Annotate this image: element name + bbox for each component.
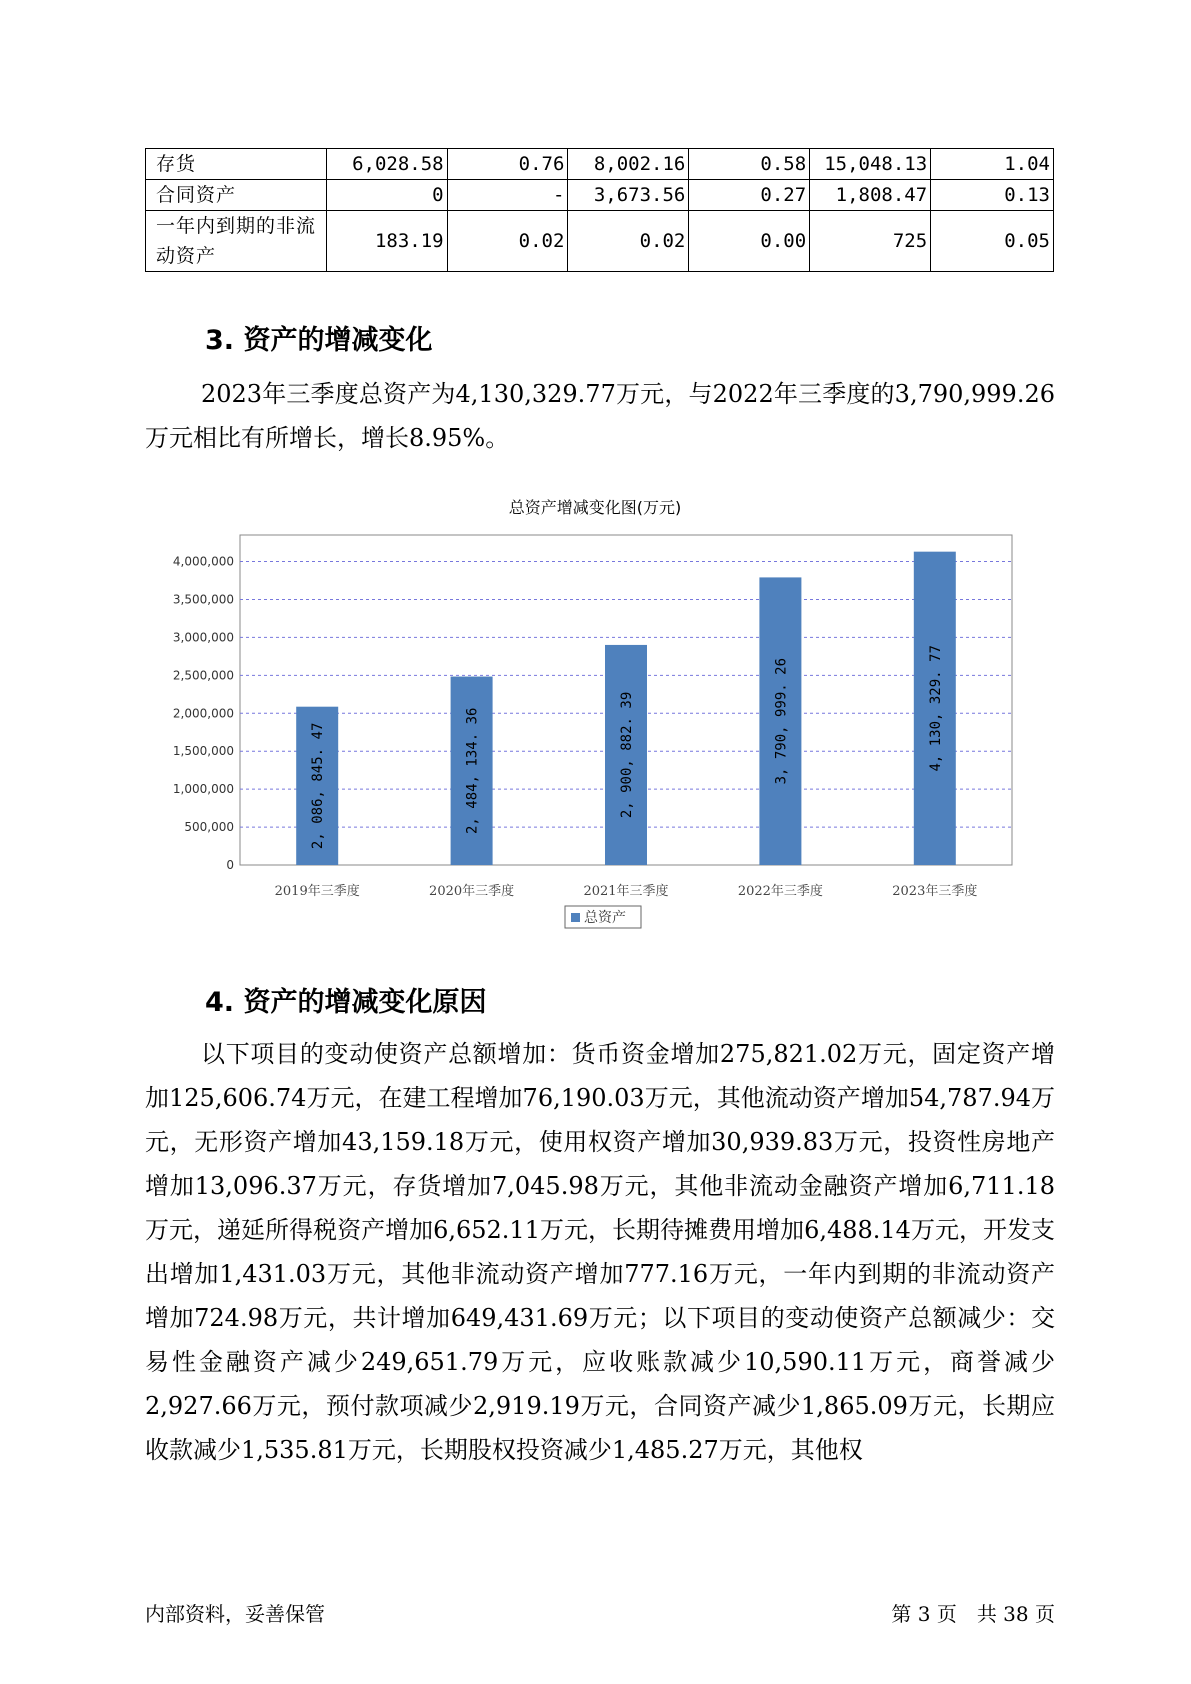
cell: 0.27 <box>689 180 810 211</box>
x-tick-label: 2019年三季度 <box>274 884 360 899</box>
total-assets-chart <box>145 485 1045 945</box>
cell: - <box>447 180 568 211</box>
section3-paragraph: 2023年三季度总资产为4,130,329.77万元，与2022年三季度的3,790,999.26万元相比有所增长，增长8.95%。 <box>145 380 1055 452</box>
row-label: 一年内到期的非流动资产 <box>146 211 327 272</box>
cell: 0.02 <box>447 211 568 272</box>
cell: 1.04 <box>931 149 1054 180</box>
cell: 0.05 <box>931 211 1054 272</box>
y-tick-label: 0 <box>226 858 234 872</box>
cell: 0.02 <box>568 211 689 272</box>
cell: 725 <box>810 211 931 272</box>
legend <box>565 906 641 928</box>
chart-title: 总资产增减变化图(万元) <box>508 498 682 517</box>
bar-value-label: 3, 790, 999. 26 <box>773 657 790 785</box>
row-label: 存货 <box>146 149 327 180</box>
y-tick-label: 500,000 <box>184 820 234 835</box>
x-tick-label: 2023年三季度 <box>892 884 978 899</box>
x-tick-label: 2020年三季度 <box>429 884 515 899</box>
cell: 15,048.13 <box>810 149 931 180</box>
table-row <box>146 149 1054 180</box>
cell: 8,002.16 <box>568 149 689 180</box>
cell: 3,673.56 <box>568 180 689 211</box>
section4-paragraph: 以下项目的变动使资产总额增加：货币资金增加275,821.02万元，固定资产增加125,606.74万元，在建工程增加76,190.03万元，其他流动资产增加54,787.94万元，无形资产增加43,159.18万元，使用权资产增加30,939.83万元，投资性房地产增加13,096.37万元，存货增加7,045.98万元，其他非流动金融资产增加6,711.18万元，递延所得税资产增加6,652.11万元，长期待摊费用增加6,488.14万元，开发支出增加1,431.03万元，其他非流动资产增加777.16万元，一年内到期的非流动资产增加724.98万元，共计增加649,431.69万元；以下项目的变动使资产总额减少：交易性金融资产减少249,651.79万元，应收账款减少10,590.11万元，商誉减少2,927.66万元，预付款项减少2,919.19万元，合同资产减少1,865.09万元，长期应收款减少1,535.81万元，长期股权投资减少1,485.27万元，其他权 <box>145 1040 1055 1464</box>
y-tick-label: 3,000,000 <box>172 630 234 645</box>
cell: 1,808.47 <box>810 180 931 211</box>
y-tick-label: 2,500,000 <box>172 668 234 683</box>
y-tick-label: 1,000,000 <box>172 782 234 797</box>
footer-confidential: 内部资料，妥善保管 <box>145 1602 325 1626</box>
cell: 0.00 <box>689 211 810 272</box>
section3-heading: 3. 资产的增减变化 <box>205 325 433 356</box>
y-tick-label: 2,000,000 <box>172 706 234 721</box>
y-axis-ticks <box>173 555 234 872</box>
asset-table <box>145 148 1054 272</box>
row-label: 合同资产 <box>146 180 327 211</box>
bar-value-label: 2, 900, 882. 39 <box>619 691 635 819</box>
cell: 183.19 <box>326 211 447 272</box>
cell: 0 <box>326 180 447 211</box>
cell: 0.76 <box>447 149 568 180</box>
y-tick-label: 1,500,000 <box>172 744 234 759</box>
y-tick-label: 3,500,000 <box>172 592 234 607</box>
bar-value-label: 4, 130, 329. 77 <box>927 645 944 772</box>
section4-heading: 4. 资产的增减变化原因 <box>205 987 487 1018</box>
cell: 6,028.58 <box>326 149 447 180</box>
x-axis-ticks <box>275 883 978 899</box>
bar-value-label: 2, 086, 845. 47 <box>310 722 327 850</box>
table-row <box>146 180 1054 211</box>
x-tick-label: 2022年三季度 <box>737 884 823 899</box>
y-tick-label: 4,000,000 <box>172 554 234 569</box>
cell: 0.13 <box>931 180 1054 211</box>
bar-value-label: 2, 484, 134. 36 <box>464 707 481 834</box>
legend-label: 总资产 <box>584 910 626 926</box>
legend-swatch <box>571 913 580 922</box>
x-tick-label: 2021年三季度 <box>583 884 669 899</box>
footer-page-number: 第 3 页 共 38 页 <box>891 1602 1055 1626</box>
cell: 0.58 <box>689 149 810 180</box>
table-row <box>146 211 1054 272</box>
